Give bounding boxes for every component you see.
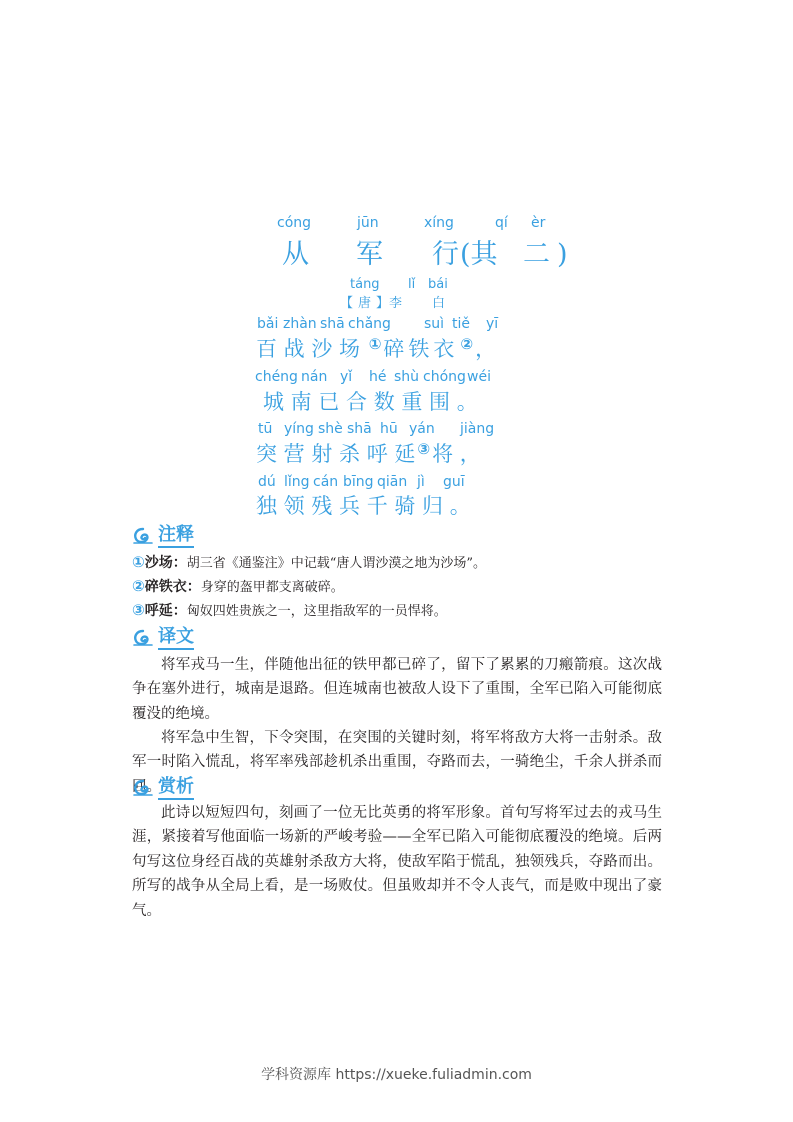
line3-chars [256, 441, 481, 469]
line1-chars-b: 碎铁衣 [383, 337, 459, 361]
author-name-2: 白 [432, 296, 446, 311]
author-dynasty: 唐 [358, 296, 372, 311]
title-pinyin-4: qí [495, 215, 508, 231]
footnote-marker-2: ② [460, 335, 474, 353]
line2-chars [263, 389, 478, 415]
line2-punct: 。 [456, 390, 478, 414]
author-name: 】李 [376, 296, 403, 311]
title-pinyin-3: xíng [424, 215, 454, 231]
title-char-1: 从 [282, 239, 309, 270]
translation-title: 译文 [158, 627, 194, 650]
note-number-2: ② [132, 577, 145, 595]
line1-punct: ， [475, 337, 497, 361]
line1-chars-a: 百 战 沙 场 [256, 337, 361, 361]
notes-title: 注释 [158, 525, 194, 548]
line4-pinyin-1: dú [258, 474, 276, 490]
swirl-icon [132, 527, 154, 545]
note-term-3: 呼延： [144, 603, 187, 619]
line3-pinyin-3: shè [318, 421, 343, 437]
line2-pinyin-2: nán [301, 369, 328, 385]
notes-heading [132, 524, 194, 548]
line3-pinyin-6: yán [409, 421, 435, 437]
translation-paragraph-2: 将军急中生智，下令突围，在突围的关键时刻，将军将敌方大将一击射杀。敌军一时陷入慌乱，将军率残部趁机杀出重围，夺路而去，一骑绝尘，千余人拼杀而回。 [132, 730, 662, 795]
line2-pinyin-3: yǐ [340, 369, 353, 385]
line3-chars-b: 将 [432, 442, 454, 466]
line2-pinyin-4: hé [369, 369, 387, 385]
note-text-2: 身穿的盔甲都支离破碎。 [200, 580, 344, 595]
footer-watermark: 学科资源库 https://xueke.fuliadmin.com [261, 1067, 532, 1083]
title-char-2: 军 [356, 239, 383, 270]
line4-punct: 。 [449, 494, 471, 518]
line3-chars-a: 突 营 射 杀 呼 延 [256, 442, 416, 466]
title-pinyin-5: èr [531, 215, 546, 231]
line1-pinyin-3: shā [320, 316, 345, 332]
line1-pinyin-1: bǎi [257, 316, 279, 332]
footnote-marker-1: ① [368, 335, 382, 353]
line4-pinyin-5: qiān [377, 474, 408, 490]
title-char-4: (其 [460, 239, 498, 270]
title-pinyin-2: jūn [357, 215, 379, 231]
line4-chars-a: 独 领 残 兵 千 骑 归 [256, 494, 444, 518]
line3-pinyin-1: tū [258, 421, 273, 437]
note-item-3 [132, 601, 447, 621]
note-number-1: ① [132, 553, 145, 571]
line1-pinyin-5: suì [424, 316, 445, 332]
line4-pinyin-4: bīng [343, 474, 374, 490]
title-char-3: 行 [432, 239, 459, 270]
line2-pinyin-1: chéng [255, 369, 298, 385]
line4-pinyin-3: cán [313, 474, 339, 490]
note-term-2: 碎铁衣： [144, 579, 201, 595]
translation-paragraph-1: 将军戎马一生，伴随他出征的铁甲都已碎了，留下了累累的刀瘢箭痕。这次战争在塞外进行，城南是退路。但连城南也被敌人设下了重围，全军已陷入可能彻底覆没的绝境。 [132, 657, 662, 722]
note-item-2 [132, 577, 344, 597]
line1-pinyin-7: yī [486, 316, 499, 332]
note-text-1: 胡三省《通鉴注》中记载“唐人谓沙漠之地为沙场”。 [186, 556, 486, 571]
title-char-6: ) [557, 239, 568, 270]
translation-heading [132, 626, 194, 650]
line1-pinyin-2: zhàn [283, 316, 317, 332]
appreciation-heading [132, 776, 194, 800]
line3-pinyin-2: yíng [284, 421, 314, 437]
line3-pinyin-7: jiàng [460, 421, 495, 437]
note-number-3: ③ [132, 601, 145, 619]
footnote-marker-3: ③ [417, 440, 431, 458]
appreciation-paragraph-1: 此诗以短短四句，刻画了一位无比英勇的将军形象。首句写将军过去的戎马生涯，紧接着写他面临一场新的严峻考验——全军已陷入可能彻底覆没的绝境。后两句写这位身经百战的英雄射杀敌方大将，使敌军陷于慌乱，独领残兵，夺路而出。所写的战争从全局上看，是一场败仗。但虽败却并不令人丧气，而是败中现出了豪气。 [132, 805, 662, 919]
title-char-5: 二 [523, 239, 550, 270]
swirl-icon [132, 629, 154, 647]
line2-chars-a: 城 南 已 合 数 重 围 [263, 390, 451, 414]
author-pinyin-1: táng [350, 277, 380, 292]
swirl-icon [132, 779, 154, 797]
author-pinyin-2: lǐ [408, 277, 416, 292]
line1-chars [256, 336, 496, 364]
line4-chars [256, 493, 471, 519]
author-bracket-open: 【 [340, 296, 354, 311]
line2-pinyin-7: wéi [467, 369, 491, 385]
note-text-3: 匈奴四姓贵族之一，这里指敌军的一员悍将。 [186, 604, 447, 619]
line4-pinyin-2: lǐng [284, 474, 310, 490]
line4-pinyin-7: guī [443, 474, 465, 490]
line2-pinyin-6: chóng [423, 369, 466, 385]
note-term-1: 沙场： [144, 555, 187, 571]
line3-pinyin-5: hū [380, 421, 398, 437]
line1-pinyin-6: tiě [452, 316, 470, 332]
line1-pinyin-4: chǎng [348, 316, 391, 332]
appreciation-title: 赏析 [158, 777, 194, 800]
note-item-1 [132, 553, 486, 573]
line3-punct: ， [459, 442, 481, 466]
line4-pinyin-6: jì [417, 474, 425, 490]
line3-pinyin-4: shā [347, 421, 372, 437]
author-pinyin-3: bái [428, 277, 448, 292]
title-pinyin-1: cóng [277, 215, 312, 231]
line2-pinyin-5: shù [394, 369, 420, 385]
